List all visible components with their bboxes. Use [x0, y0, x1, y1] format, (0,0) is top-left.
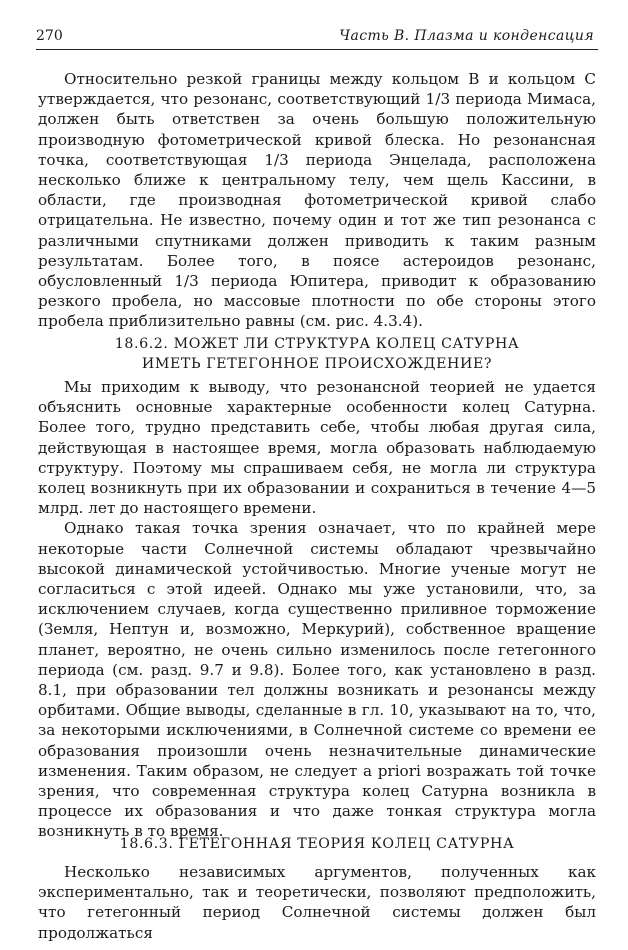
text-block-18-6-2 — [38, 377, 596, 842]
section-heading-line: 18.6.2. МОЖЕТ ЛИ СТРУКТУРА КОЛЕЦ САТУРНА — [114, 336, 520, 352]
section-heading-18-6-2 — [38, 334, 596, 374]
text-block-18-6-3 — [38, 862, 596, 943]
paragraph: Однако такая точка зрения означает, что по крайней мере некоторые части Солнечной системы обладают чрезвычайно высокой динамической устойчивостью. Многие ученые могут не согласиться с этой идеей. Однако мы уже установили, что, за исключением случаев, когда существенно приливное торможение (Земля, Нептун и, возможно, Меркурий), собственное вращение планет, вероятно, не очень сильно изменилось после гетегонного периода (см. разд. 9.7 и 9.8). Более того, как установлено в разд. 8.1, при образовании тел должны возникать и резонансы между орбитами. Общие выводы, сделанные в гл. 10, указывают на то, что, за некоторыми исключениями, в Солнечной системе со времени ее образования произошли очень незначительные динамические изменения. Таким образом, не следует a priori возражать той точке зрения, что современная структура колец Сатурна возникла в процессе их образования и что даже тонкая структура могла возникнуть в то время. — [38, 519, 596, 841]
paragraph: Относительно резкой границы между кольцом В и кольцом С утверждается, что резонанс, соответствующий 1/3 периода Мимаса, должен быть ответствен за очень большую положительную производную фотометрической кривой блеска. Но резонансная точка, соответствующая 1/3 периода Энцелада, расположена несколько ближе к центральному телу, чем щель Кассини, в области, где производная фотометрической кривой слабо отрицательна. Не известно, почему один и тот же тип резонанса с различными спутниками должен приводить к таким разным результатам. Более того, в поясе астероидов резонанс, обусловленный 1/3 периода Юпитера, приводит к образованию резкого пробела, но массовые плотности по обе стороны этого пробела приблизительно равны (см. рис. 4.3.4). — [38, 70, 596, 331]
section-heading-line: 18.6.3. ГЕТЕГОННАЯ ТЕОРИЯ КОЛЕЦ САТУРНА — [119, 836, 515, 852]
page-header — [36, 26, 596, 48]
paragraph: Несколько независимых аргументов, полученных как экспериментально, так и теоретически, позволяют предположить, что гетегонный период Солнечной системы должен был продолжаться — [38, 863, 596, 942]
header-rule — [36, 49, 598, 50]
paragraph: Мы приходим к выводу, что резонансной теорией не удается объяснить основные характерные особенности колец Сатурна. Более того, трудно представить себе, чтобы любая другая сила, действующая в настоящее время, могла образовать наблюдаемую структуру. Поэтому мы спрашиваем себя, не могла ли структура колец возникнуть при их образовании и сохраниться в течение 4—5 млрд. лет до настоящего времени. — [38, 378, 596, 518]
section-heading-18-6-3 — [38, 834, 596, 854]
text-block-intro — [38, 69, 596, 332]
page-number: 270 — [36, 28, 63, 44]
section-heading-line: ИМЕТЬ ГЕТЕГОННОЕ ПРОИСХОЖДЕНИЕ? — [141, 356, 493, 373]
running-title: Часть В. Плазма и конденсация — [339, 28, 594, 44]
